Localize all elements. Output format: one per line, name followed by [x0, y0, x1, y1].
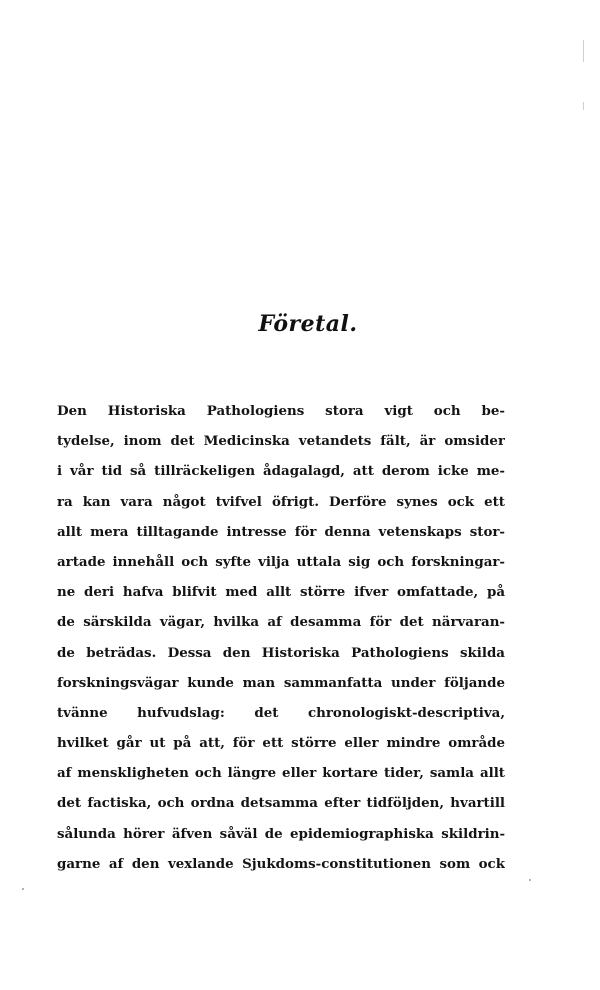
body-text — [57, 396, 505, 879]
text-line: de särskilda vägar, hvilka af desamma för det närvaran- — [57, 614, 505, 631]
text-line: artade innehåll och syfte vilja uttala sig och forskningar- — [57, 553, 505, 570]
text-line: allt mera tilltagande intresse för denna vetenskaps stor- — [57, 523, 505, 540]
text-line: de beträdas. Dessa den Historiska Pathologiens skilda — [57, 644, 505, 661]
text-line: ne deri hafva blifvit med allt större ifver omfattade, på — [57, 584, 505, 601]
paper-speck — [529, 879, 531, 881]
text-line: tvänne hufvudslag: det chronologiskt-descriptiva, — [57, 704, 505, 721]
text-line: af menskligheten och längre eller kortare tider, samla allt — [57, 765, 505, 782]
text-line: ra kan vara något tvifvel öfrigt. Derföre synes ock ett — [57, 493, 505, 510]
page-edge-mark — [583, 40, 584, 62]
text-line: Den Historiska Pathologiens stora vigt och be- — [57, 403, 505, 419]
text-line: garne af den vexlande Sjukdoms-constitutionen som ock — [57, 855, 505, 872]
page-heading: Företal. — [258, 311, 358, 337]
text-line: forskningsvägar kunde man sammanfatta under följande — [57, 674, 505, 691]
text-line: det factiska, och ordna detsamma efter tidföljden, hvartill — [57, 795, 505, 812]
text-line: hvilket går ut på att, för ett större eller mindre område — [57, 735, 505, 752]
text-line: tydelse, inom det Medicinska vetandets fält, är omsider — [57, 433, 505, 450]
text-line: sålunda hörer äfven såväl de epidemiographiska skildrin- — [57, 825, 505, 842]
page-edge-mark — [583, 102, 584, 110]
paper-speck — [22, 888, 24, 890]
text-line: i vår tid så tillräckeligen ådagalagd, att derom icke me- — [57, 463, 505, 480]
